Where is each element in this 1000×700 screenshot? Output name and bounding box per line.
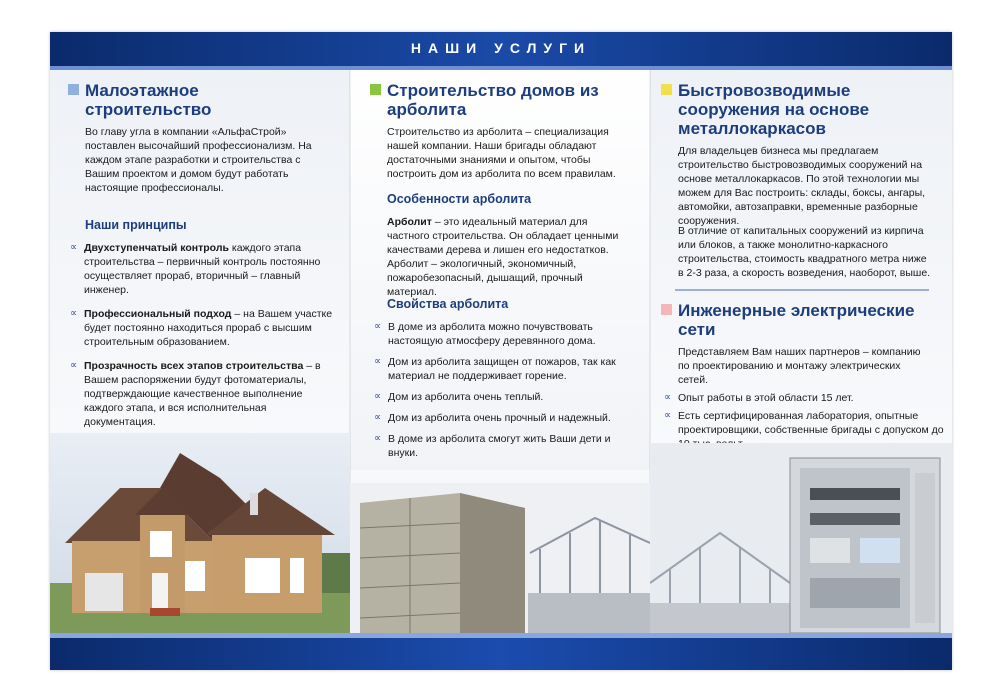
section-marker [661,304,672,315]
electric-text: Есть сертифицированная лаборатория, опытные проектировщики, собственные бригады с допуском до [678,410,944,436]
section-heading-arbolit: Строительство домов из арболита [387,81,599,119]
arbolit-term: Арболит [387,216,432,228]
property-text: Дом из арболита очень теплый. [388,391,544,403]
list-item [70,359,334,429]
electric-text: Опыт работы в этой области 15 лет. [678,392,854,404]
arbolit-features-heading: Особенности арболита [387,192,532,206]
list-item [70,307,334,349]
arbolit-features [387,215,627,299]
principles-heading: Наши принципы [85,218,187,232]
list-item [664,391,948,405]
list-item [70,241,334,297]
brochure-sheet [50,32,952,670]
electric-intro: Представляем Вам наших партнеров – компанию по проектированию и монтажу электрических сетей. [678,346,921,386]
arbolit-block-photo [350,483,650,633]
arbolit-features-text: – это идеальный материал для частного строительства. Он обладает ценными качествами дерева и лишен его недостатков. Арболит – экологичный, экономичный, пожаробезопасный, дышащий, прочный материал. [387,216,619,298]
electrical-panel-photo [650,443,952,633]
principle-title: Двухступенчатый контроль [84,242,229,254]
property-text: Дом из арболита очень прочный и надежный. [388,412,611,424]
bullet-icon: ∝ [374,412,382,423]
principle-text: каждого этапа строительства – первичный контроль постоянно осуществляет прораб, вторичный – главный инженер. [84,242,321,296]
list-item [374,411,642,425]
metal-p1: Для владельцев бизнеса мы предлагаем строительство быстровозводимых сооружений на основе металлокаркасов. По этой технологии мы можем для Вас построить: склады, боксы, ангары, автомойки, автозаправки, временные разборные сооружения. [678,145,926,227]
metal-p2: В отличие от капитальных сооружений из кирпича или блоков, а также монолитно-каркасного строительства, стоимость квадратного метра ниже в 2-3 раза, а скорость возведения, наоборот, выше. [678,225,931,279]
list-item [374,320,642,348]
bullet-icon: ∝ [70,360,78,371]
section-marker [68,84,79,95]
principle-text: – на Вашем участке будет постоянно находиться прораб с высшим строительным образованием. [84,308,333,348]
property-text: В доме из арболита можно почувствовать настоящую атмосферу деревянного дома. [388,321,596,347]
bullet-icon: ∝ [374,321,382,332]
bullet-icon: ∝ [70,308,78,319]
section-heading-metal: Быстровозводимые сооружения на основе металлокаркасов [678,81,870,138]
house-photo [50,433,350,633]
page-title: НАШИ УСЛУГИ [410,40,592,56]
bullet-icon: ∝ [374,391,382,402]
header-bar [50,32,952,66]
list-item [374,355,642,383]
property-text: В доме из арболита смогут жить Ваши дети и внуки. [388,433,611,459]
principle-title: Прозрачность всех этапов строительства [84,360,304,372]
bullet-icon: ∝ [374,356,382,367]
section-heading-electric: Инженерные электрические сети [678,301,915,339]
principle-title: Профессиональный подход [84,308,232,320]
bullet-icon: ∝ [374,433,382,444]
section-marker [370,84,381,95]
principle-text: – в Вашем распоряжении будут фотоматериалы, подтверждающие качественное выполнение каждого этапа, и вся исполнительная документация. [84,360,321,428]
bullet-icon: ∝ [70,242,78,253]
bullet-icon: ∝ [664,410,672,421]
header-stripe [50,66,952,70]
list-item [374,432,642,460]
arbolit-intro: Строительство из арболита – специализация нашей компании. Наши бригады обладают достаточными знаниями и опытом, чтобы построить дом из арболита по всем правилам. [387,126,616,180]
arbolit-properties-heading: Свойства арболита [387,297,509,311]
lowrise-intro: Во главу угла в компании «АльфаСтрой» поставлен высочайший профессионализм. На каждом этапе разработки и строительства с Вашим проектом и домом будут работать настоящие профессионалы. [85,126,312,194]
list-item [374,390,642,404]
property-text: Дом из арболита защищен от пожаров, так как материал не поддерживает горение. [388,356,616,382]
bullet-icon: ∝ [664,392,672,403]
footer-bar [50,638,952,670]
section-heading-lowrise: Малоэтажное строительство [85,81,212,119]
section-marker [661,84,672,95]
section-divider [675,289,929,291]
